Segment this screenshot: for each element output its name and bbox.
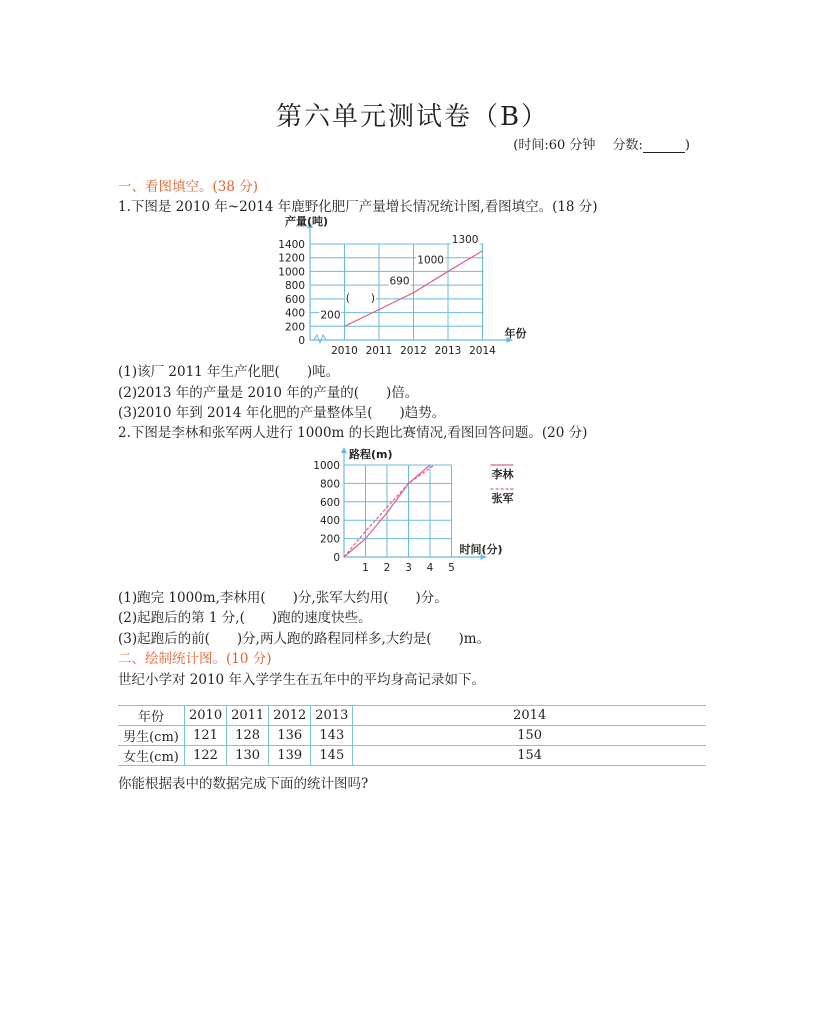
chart2-y-ticks: [313, 460, 340, 564]
table-header-cell: 2011: [227, 706, 269, 726]
chart1-point-labels: [319, 234, 479, 321]
table-row: [118, 746, 706, 766]
table-header-cell: 年份: [118, 706, 185, 726]
chart1-data-label: 690: [389, 275, 410, 288]
section-2-outro: 你能根据表中的数据完成下面的统计图吗?: [118, 776, 369, 792]
section-2-heading: 二、绘制统计图。(10 分): [118, 651, 272, 667]
table-header-cell: 2013: [311, 706, 353, 726]
q1-item-2: (2)2013 年的产量是 2010 年的产量的( )倍。: [118, 385, 419, 401]
q1-item-3: (3)2010 年到 2014 年化肥的产量整体呈( )趋势。: [118, 405, 446, 421]
chart1-data-label: ( ): [345, 292, 375, 305]
chart1-y-tick: 800: [284, 280, 305, 293]
chart1-x-tick: 2013: [434, 345, 462, 357]
table-cell: 121: [185, 726, 227, 746]
table-header-cell: 2014: [353, 706, 706, 726]
chart2-y-axis-label: 路程(m): [349, 448, 393, 461]
chart2-y-tick: 400: [319, 515, 340, 528]
chart1-x-axis-label: 年份: [504, 327, 527, 340]
table-cell: 145: [311, 746, 353, 766]
table-cell: 122: [185, 746, 227, 766]
table-header-row: [118, 706, 706, 726]
chart1-y-axis-label: 产量(吨): [285, 215, 329, 228]
chart1-x-tick: 2014: [469, 345, 496, 357]
page-title: 第六单元测试卷（B）: [275, 102, 550, 132]
table-cell: 143: [311, 726, 353, 746]
table-cell: 136: [269, 726, 311, 746]
chart1-y-tick: 400: [284, 307, 305, 320]
chart1-y-tick: 0: [298, 335, 305, 347]
chart1-axis-break: [314, 335, 326, 343]
table-cell: 男生(cm): [118, 726, 185, 746]
chart1-x-ticks: [331, 345, 496, 357]
chart1-grid: [310, 244, 484, 340]
chart1-y-tick: 1000: [278, 266, 305, 279]
time-score-line: [513, 134, 690, 153]
chart1-y-tick: 1400: [278, 239, 305, 251]
table-cell: 150: [353, 726, 706, 746]
question-1-prompt: 1.下图是 2010 年~2014 年鹿野化肥厂产量增长情况统计图,看图填空。(18 分): [118, 199, 598, 215]
chart1-data-label: 200: [320, 309, 341, 322]
table-cell: 128: [227, 726, 269, 746]
chart2-series-line-zhangjun: [344, 465, 434, 557]
q2-item-3: (3)起跑后的前( )分,两人跑的路程同样多,大约是( )m。: [118, 631, 491, 647]
chart2-x-tick: 4: [426, 562, 434, 574]
chart2-legend-label: 张军: [491, 492, 514, 505]
chart1-y-tick: 1200: [278, 252, 305, 265]
table-cell: 139: [269, 746, 311, 766]
chart2-y-arrow: [341, 447, 347, 453]
production-line-chart: [270, 210, 560, 360]
time-score-prefix: (时间:60 分钟 分数:: [513, 138, 643, 153]
chart2-x-axis-label: 时间(分): [459, 543, 503, 556]
chart1-y-tick: 200: [284, 321, 305, 334]
chart1-y-tick: 600: [284, 293, 305, 306]
question-2-prompt: 2.下图是李林和张军两人进行 1000m 的长跑比赛情况,看图回答问题。(20 分): [118, 425, 588, 441]
chart2-y-tick: 200: [319, 533, 340, 546]
chart2-x-tick: 5: [448, 562, 455, 574]
chart2-y-tick: 0: [333, 552, 340, 564]
chart1-data-label: 1300: [451, 233, 479, 246]
chart2-legend-label: 李林: [491, 468, 514, 481]
race-line-chart: [310, 445, 530, 575]
chart2-x-tick: 1: [362, 562, 369, 574]
section-2-intro: 世纪小学对 2010 年入学学生在五年中的平均身高记录如下。: [118, 672, 485, 688]
chart2-series: [344, 465, 434, 557]
section-1-heading: 一、看图填空。(38 分): [118, 179, 259, 195]
chart2-x-ticks: [362, 562, 455, 574]
chart2-legend: [491, 465, 515, 505]
time-score-suffix: ): [684, 138, 690, 153]
chart2-y-tick: 800: [319, 478, 340, 491]
chart1-x-tick: 2012: [400, 345, 427, 357]
q2-item-1: (1)跑完 1000m,李林用( )分,张军大约用( )分。: [118, 590, 448, 606]
table-cell: 154: [353, 746, 706, 766]
chart1-x-tick: 2010: [331, 345, 358, 357]
q1-item-1: (1)该厂 2011 年生产化肥( )吨。: [118, 364, 340, 380]
table-header-cell: 2010: [185, 706, 227, 726]
table-cell: 女生(cm): [118, 746, 185, 766]
chart2-y-tick: 1000: [313, 460, 340, 472]
table-row: [118, 726, 706, 746]
chart1-data-label: 1000: [417, 254, 444, 267]
chart2-y-tick: 600: [319, 496, 340, 509]
table-header-cell: 2012: [269, 706, 311, 726]
table-cell: 130: [227, 746, 269, 766]
score-blank[interactable]: [643, 140, 685, 153]
chart1-x-tick: 2011: [365, 345, 393, 357]
q2-item-2: (2)起跑后的第 1 分,( )跑的速度快些。: [118, 610, 372, 626]
chart2-x-tick: 3: [405, 562, 412, 574]
chart1-y-ticks: [278, 239, 305, 347]
chart2-x-tick: 2: [383, 562, 391, 574]
height-table: [118, 705, 706, 766]
